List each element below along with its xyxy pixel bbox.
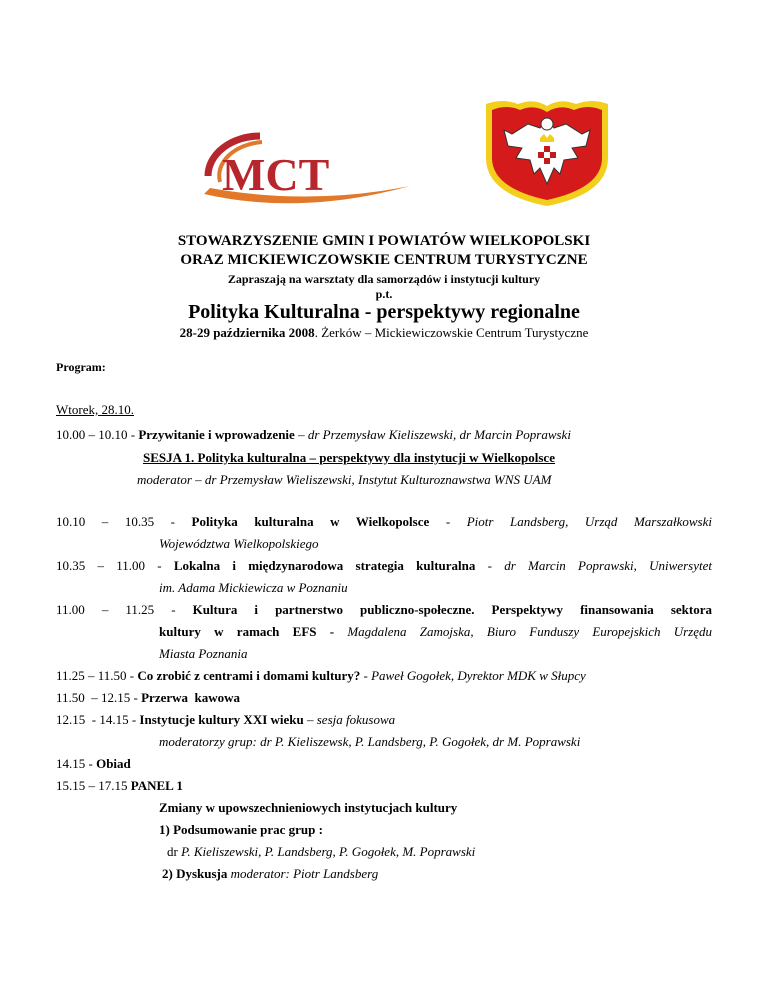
panel-topic: Zmiany w upowszechnieniowych instytucjach kultury xyxy=(159,800,458,815)
agenda-item-lunch: 14.15 - Obiad xyxy=(56,756,131,771)
day-heading: Wtorek, 28.10. xyxy=(56,402,134,417)
workshop-title: Polityka Kulturalna - perspektywy regionalne xyxy=(188,301,580,323)
invitation-line: Zapraszają na warsztaty dla samorządów i instytucji kultury xyxy=(227,272,541,286)
program-label: Program: xyxy=(56,360,106,374)
date-location xyxy=(0,325,768,341)
agenda-item-centers: 11.25 – 11.50 - Co zrobić z centrami i domami kultury? - Paweł Gogołek, Dyrektor MDK w Słupcy xyxy=(56,668,586,683)
agenda-item-strategy: 10.35 – 11.00 - Lokalna i międzynarodowa strategia kulturalna - dr Marcin Poprawski, Uniwersytet xyxy=(56,558,712,573)
agenda-item-partnership-cont: kultury w ramach EFS - Magdalena Zamojska, Biuro Funduszy Europejskich Urzędu xyxy=(159,624,712,639)
eagle-coat-of-arms-icon xyxy=(482,98,612,208)
agenda-item-break: 11.50 – 12.15 - Przerwa kawowa xyxy=(56,690,241,705)
org-line-2: ORAZ MICKIEWICZOWSKIE CENTRUM TURYSTYCZNE xyxy=(180,252,588,268)
agenda-item-policy-cont: Województwa Wielkopolskiego xyxy=(159,536,319,551)
agenda-item-strategy-cont: im. Adama Mickiewicza w Poznaniu xyxy=(159,580,348,595)
location-text: . Żerków – Mickiewiczowskie Centrum Turystyczne xyxy=(314,325,589,340)
agenda-item-focus-moderators: moderatorzy grup: dr P. Kieliszewsk, P. Landsberg, P. Gogołek, dr M. Poprawski xyxy=(159,734,581,749)
agenda-item-welcome: 10.00 – 10.10 - Przywitanie i wprowadzenie – dr Przemysław Kieliszewski, dr Marcin Poprawski xyxy=(56,427,571,442)
agenda-item-partnership-cont2: Miasta Poznania xyxy=(159,646,248,661)
panel-summary: 1) Podsumowanie prac grup : xyxy=(159,822,323,837)
panel-summary-speakers: dr P. Kieliszewski, P. Landsberg, P. Gogołek, M. Poprawski xyxy=(167,844,476,859)
agenda-item-policy: 10.10 – 10.35 - Polityka kulturalna w Wielkopolsce - Piotr Landsberg, Urząd Marszałkowski xyxy=(56,514,712,529)
org-line-1: STOWARZYSZENIE GMIN I POWIATÓW WIELKOPOLSKI xyxy=(177,233,591,249)
agenda-item-focus: 12.15 - 14.15 - Instytucje kultury XXI wieku – sesja fokusowa xyxy=(56,712,396,727)
session-moderator: moderator – dr Przemysław Wieliszewski, Instytut Kulturoznawstwa WNS UAM xyxy=(137,472,552,487)
agenda-item-panel: 15.15 – 17.15 PANEL 1 xyxy=(56,778,183,793)
mct-logo-text: MCT xyxy=(222,149,330,200)
session-heading: SESJA 1. Polityka kulturalna – perspektywy dla instytucji w Wielkopolsce xyxy=(143,450,555,465)
date-text: 28-29 października 2008 xyxy=(179,325,315,340)
mct-logo xyxy=(200,132,412,212)
agenda-item-partnership: 11.00 – 11.25 - Kultura i partnerstwo publiczno-społeczne. Perspektywy finansowania sektora xyxy=(56,602,712,617)
panel-discussion: 2) Dyskusja moderator: Piotr Landsberg xyxy=(162,866,379,881)
pt-line: p.t. xyxy=(375,287,393,301)
